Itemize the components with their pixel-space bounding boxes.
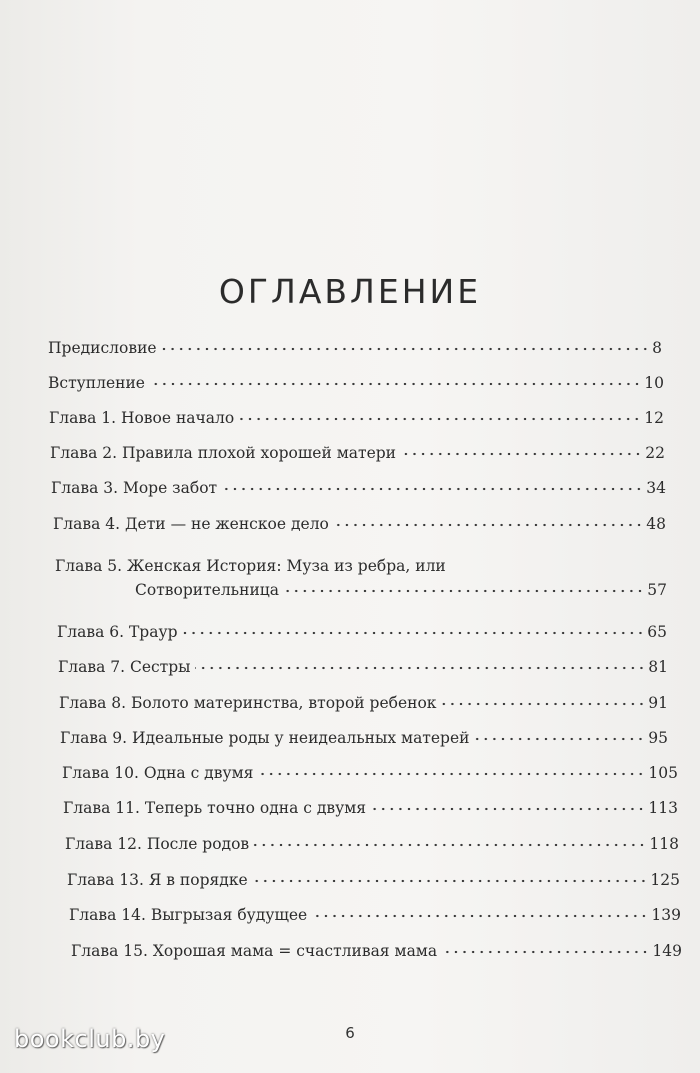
toc-entry-title: Глава 8. Болото материнства, второй ребенок	[59, 694, 437, 712]
watermark-logo: bookclub.by	[14, 1025, 166, 1053]
toc-entry-title: Глава 3. Море забот	[51, 479, 218, 497]
toc-leader-dots	[441, 700, 646, 708]
toc-entry-page: 8	[652, 339, 662, 357]
toc-leader-dots	[253, 841, 646, 849]
toc-entry-page: 34	[646, 479, 666, 497]
toc-entry-page: 10	[644, 374, 664, 392]
toc-entry-title: Вступление	[48, 374, 145, 392]
toc-entry	[57, 622, 667, 642]
toc-entry-page: 105	[648, 764, 678, 782]
toc-entry-title: Глава 2. Правила плохой хорошей матери	[50, 444, 397, 462]
toc-entry-page: 91	[648, 694, 668, 712]
toc-entry-page: 125	[650, 871, 680, 889]
toc-entry-page: 48	[646, 515, 666, 533]
toc-entry	[62, 763, 678, 783]
page-number: 6	[345, 1024, 355, 1042]
toc-entry	[51, 478, 666, 498]
toc-entry-title-line1: Глава 5. Женская История: Муза из ребра, или	[55, 557, 446, 575]
toc-entry-title: Глава 14. Выгрызая будущее	[69, 906, 308, 924]
toc-entry-page: 149	[652, 942, 682, 960]
toc-entry	[49, 408, 664, 428]
toc-entry-title: Глава 13. Я в порядке	[67, 871, 248, 889]
toc-entry	[67, 870, 680, 890]
toc-entry-title: Глава 1. Новое начало	[49, 409, 235, 427]
toc-entry	[53, 514, 666, 534]
toc-entry-page: 57	[647, 581, 667, 599]
toc-entry	[69, 905, 681, 925]
toc-entry	[60, 728, 668, 748]
toc-entry-page: 113	[648, 799, 678, 817]
toc-entry	[59, 693, 668, 713]
toc-leader-dots	[161, 345, 650, 353]
toc-leader-dots	[252, 877, 648, 885]
toc-leader-dots	[333, 521, 643, 529]
toc-entry-title: Глава 10. Одна с двумя	[62, 764, 254, 782]
toc-entry-page: 12	[644, 409, 664, 427]
toc-entry-page: 139	[651, 906, 681, 924]
toc-leader-dots	[441, 948, 649, 956]
toc-entry-page: 81	[648, 658, 668, 676]
toc-entry-title: Предисловие	[48, 339, 157, 357]
toc-entry-title: Глава 12. После родов	[65, 835, 250, 853]
toc-leader-dots	[182, 629, 645, 637]
toc-leader-dots	[257, 770, 645, 778]
toc-entry	[48, 338, 662, 358]
toc-entry	[58, 657, 668, 677]
toc-heading: ОГЛАВЛЕНИЕ	[218, 272, 482, 312]
toc-leader-dots	[149, 380, 641, 388]
toc-entry	[50, 443, 665, 463]
toc-entry	[63, 798, 678, 818]
toc-entry	[71, 941, 682, 961]
toc-entry-title: Глава 7. Сестры	[58, 658, 191, 676]
toc-entry-title: Глава 6. Траур	[57, 623, 178, 641]
toc-entry	[65, 834, 679, 854]
toc-leader-dots	[370, 805, 645, 813]
toc-entry-title: Сотворительница	[135, 581, 279, 599]
toc-leader-dots	[311, 912, 648, 920]
toc-leader-dots	[283, 587, 644, 595]
toc-entry-page: 22	[645, 444, 665, 462]
toc-leader-dots	[195, 664, 646, 672]
toc-leader-dots	[473, 735, 645, 743]
toc-leader-dots	[238, 415, 641, 423]
toc-entry-title: Глава 15. Хорошая мама = счастливая мама	[71, 942, 438, 960]
toc-entry-page: 65	[647, 623, 667, 641]
toc-entry	[48, 373, 664, 393]
toc-leader-dots	[400, 450, 642, 458]
toc-entry-title: Глава 11. Теперь точно одна с двумя	[63, 799, 367, 817]
toc-entry-title: Глава 4. Дети — не женское дело	[53, 515, 329, 533]
toc-entry	[55, 556, 667, 600]
toc-leader-dots	[221, 485, 643, 493]
toc-entry-title: Глава 9. Идеальные роды у неидеальных матерей	[60, 729, 470, 747]
toc-entry-page: 118	[649, 835, 679, 853]
toc-entry-page: 95	[648, 729, 668, 747]
